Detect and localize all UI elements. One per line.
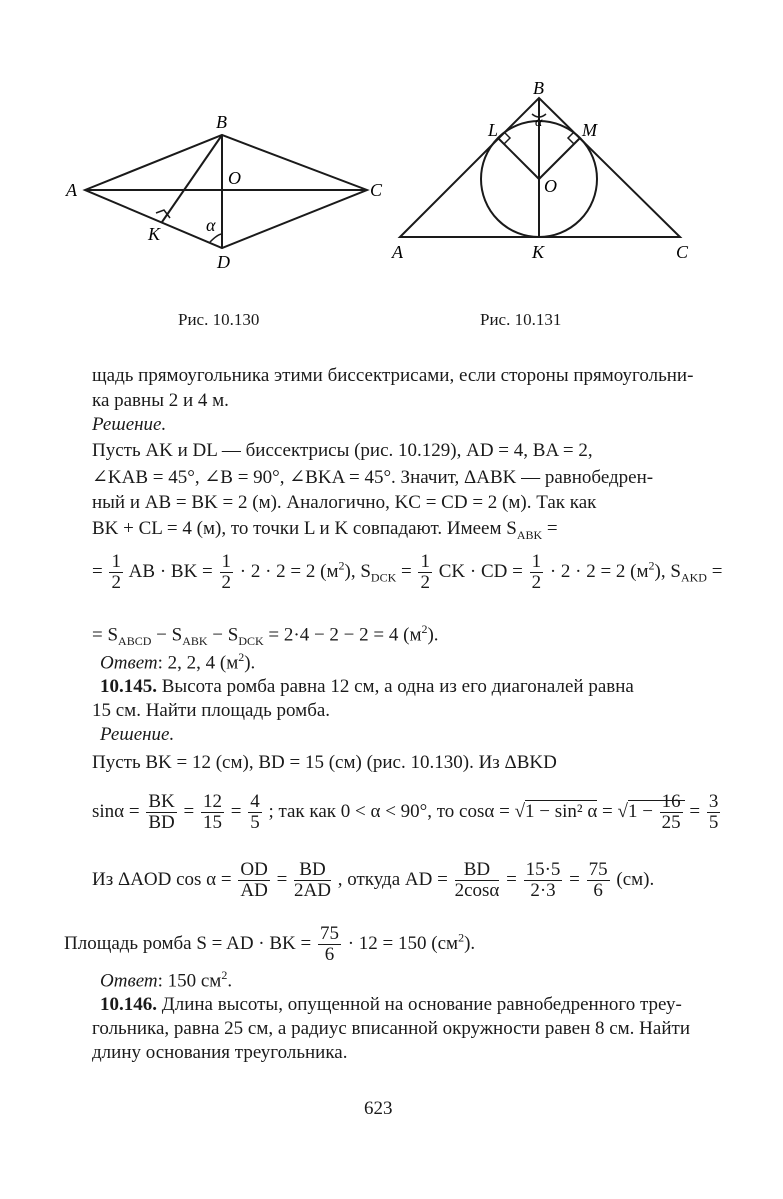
f13-eq-1: = <box>276 868 288 890</box>
frac-num: 4 <box>250 791 260 812</box>
f7-sup-1: 2 <box>338 558 345 573</box>
answer-2-end: . <box>227 970 233 992</box>
f14-b: · 12 = 150 (см <box>347 932 459 954</box>
fraction-area <box>318 924 341 965</box>
frac-num: BD <box>294 860 331 881</box>
radius-ol <box>498 138 539 179</box>
fraction-bk-bd <box>146 792 176 833</box>
fraction-12-15 <box>201 792 224 833</box>
frac-num: 16 <box>661 791 681 812</box>
f7-f: = <box>396 560 417 582</box>
f7-sub-2: AKD <box>680 570 707 585</box>
frac-den: 5 <box>708 811 719 833</box>
fraction-od-ad <box>238 860 269 901</box>
f8-a: = S <box>92 624 119 646</box>
label-a: A <box>66 180 77 200</box>
f12-b: ; так как 0 < α < 90°, то cosα = <box>268 800 515 822</box>
problem-number-145: 10.145. <box>100 676 157 697</box>
answer-1-text: : 2, 2, 4 (м <box>157 652 239 674</box>
f7-b: · 2 · 2 = 2 (м <box>239 560 339 582</box>
problem-10-145-cont: 15 см. Найти площадь ромба. <box>92 700 331 721</box>
page-number: 623 <box>364 1098 393 1119</box>
problem-10-146-cont-1: гольника, равна 25 см, а радиус вписанной окружности равен 8 см. Найти <box>92 1018 690 1039</box>
solution-heading-2: Решение. <box>100 724 175 745</box>
answer-2 <box>100 968 232 992</box>
frac-den: 2 <box>531 571 542 593</box>
fraction-half-1 <box>109 552 123 593</box>
problem-number-146: 10.146. <box>100 994 157 1015</box>
f12-eq-3: = <box>602 800 613 822</box>
sqrt-2: √1 − $\frac{16}{25}$ <box>618 800 685 822</box>
f7-sub-1: DCK <box>370 570 397 585</box>
text-line-6-main: BK + CL = 4 (м), то точки L и K совпадают. Имеем S <box>92 518 517 539</box>
label-b: B <box>216 112 227 132</box>
label-d: D <box>217 252 230 272</box>
f13-a: Из ΔAOD cos α = <box>92 868 237 890</box>
f14-a: Площадь ромба S = AD · BK = <box>64 932 316 954</box>
frac-den: AD <box>240 879 268 901</box>
label-m: M <box>582 120 597 140</box>
frac-num: 1 <box>420 551 430 572</box>
fraction-4-5 <box>248 792 262 833</box>
f7-pre: = <box>92 560 108 582</box>
label-c: C <box>370 180 383 200</box>
answer-1-sup: 2 <box>238 650 245 664</box>
formula-line-14 <box>64 924 475 965</box>
frac-num: 1 <box>221 551 232 572</box>
frac-den: 25 <box>661 811 681 833</box>
answer-2-sup: 2 <box>221 968 228 982</box>
frac-num: OD <box>240 859 268 880</box>
label-alpha: α <box>535 115 543 130</box>
f12-eq-2: = <box>230 800 242 822</box>
f8-sub-3: DCK <box>238 634 264 649</box>
f8-b: − S <box>151 624 183 646</box>
f13-c: (см). <box>616 868 655 890</box>
fraction-75-6-calc <box>524 860 563 901</box>
f12-eq-4: = <box>689 800 701 822</box>
rhombus-outline <box>85 135 367 248</box>
label-c: C <box>676 242 689 262</box>
f7-j: ), S <box>654 560 681 582</box>
formula-line-13 <box>92 860 654 901</box>
text-line-5: ный и AB = BK = 2 (м). Аналогично, KC = CD = 2 (м). Так как <box>92 492 597 513</box>
text-line-11: Пусть BK = 12 (см), BD = 15 (см) (рис. 10.130). Из ΔBKD <box>92 752 557 773</box>
text-line-2: ка равны 2 и 4 м. <box>92 390 229 411</box>
formula-line-12 <box>92 792 722 833</box>
f14-end: ). <box>464 932 476 954</box>
caption-fig-131: Рис. 10.131 <box>480 310 562 329</box>
right-angle-m <box>568 132 574 144</box>
sqrt-1: √1 − sin² α <box>514 800 598 822</box>
sqrt-2-pre: 1 − <box>627 800 658 822</box>
fraction-3-5 <box>707 792 721 833</box>
fraction-half-3 <box>418 552 432 593</box>
problem-145-text-a: Высота ромба равна 12 см, а одна из его диагоналей равна <box>157 676 634 697</box>
frac-num: 75 <box>319 923 339 944</box>
problem-10-146 <box>100 994 682 1016</box>
f8-d: = 2·4 − 2 − 2 = 4 (м <box>263 624 422 646</box>
f7-a: AB · BK = <box>128 560 218 582</box>
frac-num: BK <box>148 791 175 812</box>
frac-num: 75 <box>588 859 608 880</box>
sqrt-2-arg <box>627 791 685 833</box>
formula-line-8 <box>92 622 439 649</box>
problem-10-146-cont-2: длину основания треугольника. <box>92 1042 348 1063</box>
sqrt-1-arg: 1 − sin² α <box>525 800 598 822</box>
formula-line-7 <box>92 552 722 593</box>
frac-den: 6 <box>324 943 335 965</box>
text-line-1: щадь прямоугольника этими биссектрисами, если стороны прямоугольни- <box>92 365 694 386</box>
answer-2-text: : 150 см <box>157 970 222 992</box>
text-line-3: Пусть AK и DL — биссектрисы (рис. 10.129), AD = 4, BA = 2, <box>92 440 593 461</box>
frac-den: 6 <box>593 879 603 901</box>
f7-sup-2: 2 <box>648 558 655 573</box>
angle-alpha-arc <box>210 234 222 242</box>
f12-a: sinα = <box>92 800 145 822</box>
frac-den: 2·3 <box>530 879 556 901</box>
problem-10-145 <box>100 676 634 698</box>
label-alpha: α <box>206 215 216 235</box>
frac-den: 5 <box>250 811 260 833</box>
frac-den: 2 <box>111 571 121 593</box>
label-o: O <box>228 168 241 188</box>
f7-g: CK · CD = <box>438 560 528 582</box>
frac-num: 12 <box>202 791 222 812</box>
right-angle-mark <box>156 210 170 218</box>
frac-num: 1 <box>111 551 121 572</box>
figure-10-130 <box>60 110 390 280</box>
frac-num: 3 <box>708 791 719 812</box>
caption-fig-130: Рис. 10.130 <box>178 310 260 329</box>
label-b: B <box>533 80 544 98</box>
right-angle-l <box>504 132 510 144</box>
fraction-16-25 <box>660 792 683 833</box>
label-o: O <box>544 176 557 196</box>
solution-heading-1: Решение. <box>92 414 167 435</box>
text-line-4: ∠KAB = 45°, ∠B = 90°, ∠BKA = 45°. Значит, ΔABK — равнобедрен- <box>92 467 654 488</box>
f8-sub-2: ABK <box>182 634 208 649</box>
answer-1 <box>100 650 255 674</box>
frac-den: 2AD <box>294 879 331 901</box>
label-k: K <box>148 224 161 244</box>
f8-sup: 2 <box>421 622 428 636</box>
text-line-6-sub: ABK <box>516 527 543 542</box>
answer-1-end: ). <box>244 652 256 674</box>
fraction-half-2 <box>220 552 234 593</box>
text-line-6 <box>92 518 558 543</box>
text-line-6-end: = <box>542 518 558 539</box>
frac-num: BD <box>455 860 500 881</box>
frac-den: 2 <box>221 571 232 593</box>
label-l: L <box>488 120 499 140</box>
problem-146-text-a: Длина высоты, опущенной на основание равнобедренного треу- <box>157 994 682 1015</box>
f8-e: ). <box>427 624 439 646</box>
frac-num: 15·5 <box>525 859 561 880</box>
f7-l: = <box>706 560 723 582</box>
f13-eq-2: = <box>506 868 517 890</box>
f13-eq-3: = <box>569 868 580 890</box>
f13-b: , откуда AD = <box>337 868 453 890</box>
label-k: K <box>532 242 545 262</box>
frac-den: BD <box>148 811 175 833</box>
f7-h: · 2 · 2 = 2 (м <box>549 560 649 582</box>
f14-sup: 2 <box>458 930 465 945</box>
fraction-half-4 <box>530 552 544 593</box>
answer-label-2: Ответ <box>100 970 158 992</box>
frac-den: 2 <box>420 571 430 593</box>
f8-c: − S <box>207 624 239 646</box>
frac-num: 1 <box>531 551 542 572</box>
f12-eq-1: = <box>183 800 195 822</box>
fraction-75-6 <box>587 860 610 901</box>
fraction-bd-2ad <box>294 860 331 901</box>
fraction-bd-2cos <box>455 860 500 901</box>
label-a: A <box>392 242 403 262</box>
f8-sub-1: ABCD <box>118 634 152 649</box>
frac-den: 15 <box>202 811 222 833</box>
figure-10-131 <box>380 80 710 270</box>
answer-label-1: Ответ <box>100 652 158 674</box>
f7-d: ), S <box>344 560 371 582</box>
frac-den: 2cosα <box>454 879 500 901</box>
